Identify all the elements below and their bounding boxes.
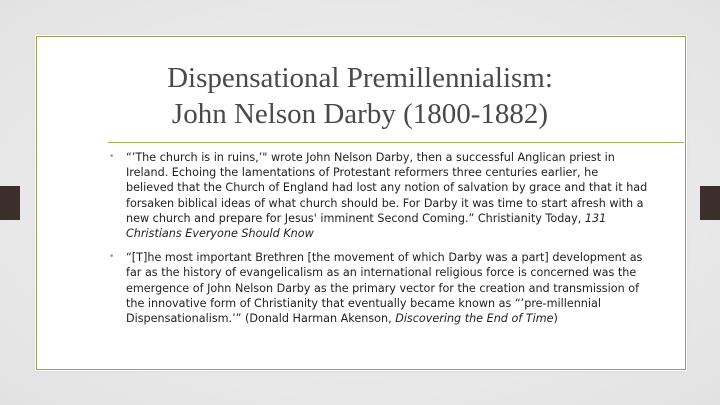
right-edge-tab xyxy=(700,186,720,220)
bullet-after-2: ) xyxy=(553,312,558,326)
bullet-marker-icon: • xyxy=(109,252,115,263)
bullet-source-2: Discovering the End of Time xyxy=(395,312,554,326)
title-line-1: Dispensational Premillennialism: xyxy=(167,62,553,94)
bullet-text-2: “[T]he most important Brethren [the movement of which Darby was a part] development as far as the history of evangelicalism as an international religious force is concerned was the emergence of John Nelson Darby as the primary vector for the creation and transmission of the innovative form of Christianity that eventually became known as “’pre-millennial Dispensationalism.’” (Donald Harman Akenson, xyxy=(126,251,643,326)
bullet-source-1: 131 Christians Everyone Should Know xyxy=(126,211,607,241)
title-divider xyxy=(108,142,684,143)
slide-title xyxy=(36,60,684,132)
bullet-item-2 xyxy=(108,250,648,326)
bullet-marker-icon: • xyxy=(109,152,115,162)
bullet-list xyxy=(108,150,648,335)
bullet-item-1 xyxy=(108,150,648,241)
title-line-2: John Nelson Darby (1800-1882) xyxy=(171,98,549,130)
bullet-text-1: “’The church is in ruins,’" wrote John Nelson Darby, then a successful Anglican priest in Ireland. Echoing the lamentations of Protestant reformers three centuries earlier, he believed that the Church of England had lost any notion of salvation by grace and that it had forsaken biblical ideas of what church should be. For Darby it was time to start afresh with a new church and prepare for Jesus' imminent Second Coming.” Christianity Today, xyxy=(126,151,648,225)
left-edge-tab xyxy=(0,186,20,220)
